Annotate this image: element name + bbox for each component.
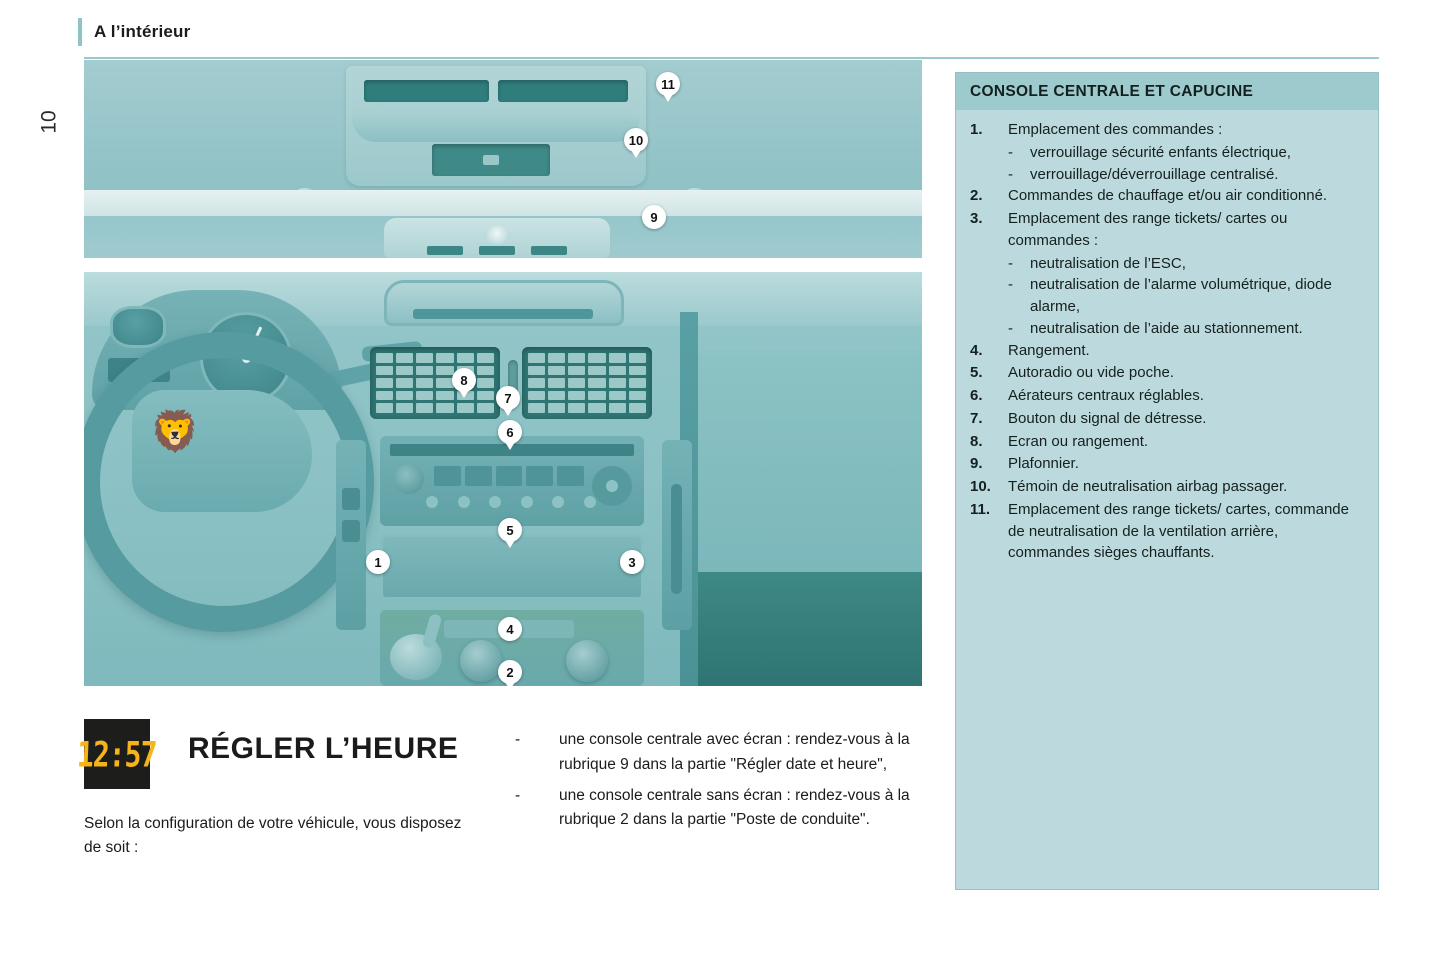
callout-5: 5 [498,518,522,542]
item-text: Autoradio ou vide poche. [1008,364,1174,382]
volume-knob-icon [394,464,424,494]
callout-7: 7 [496,386,520,410]
fan-speed-knob-icon [566,640,608,682]
page-header [78,18,190,46]
section-options-list [515,728,915,839]
item-number: 2. [970,187,983,205]
overhead-console-illustration [84,60,922,258]
item-number: 9. [970,455,983,473]
item-text: Rangement. [1008,341,1090,359]
console-screen-display [413,309,593,319]
item-text: Plafonnier. [1008,455,1079,473]
vent-left-icon [370,347,500,419]
sub-text: verrouillage/déverrouillage centralisé. [1030,165,1279,183]
right-storage-panel [662,440,692,630]
sub-text: verrouillage sécurité enfants électrique, [1030,143,1291,161]
headliner-band [84,190,922,216]
list-sub-item [970,318,1362,340]
sub-text: neutralisation de l’aide au stationnement. [1030,319,1303,337]
interior-illustration [84,60,922,686]
vent-right-icon [522,347,652,419]
list-item [970,499,1362,564]
option-item [515,784,915,834]
callout-4: 4 [498,617,522,641]
radio-presets [426,496,596,508]
temperature-knob-icon [460,640,502,682]
ceiling-lamp [384,218,610,258]
list-sub-item [970,164,1362,186]
right-storage-slot [671,484,682,594]
list-item [970,119,1362,141]
item-number: 4. [970,341,983,359]
lamp-switch-2 [479,246,515,255]
lamp-switches [427,246,567,255]
radio-buttons [434,466,584,486]
page-title: A l’intérieur [94,22,191,41]
peugeot-lion-icon: 🦁 [150,410,200,454]
lamp-switch-3 [531,246,567,255]
lamp-dome-icon [484,226,510,244]
callout-6: 6 [498,420,522,444]
sub-dash: - [1008,254,1013,272]
fuel-gauge-icon [110,306,166,348]
passenger-dashboard [696,350,922,590]
option-dash: - [515,786,521,804]
ticket-slot-left [364,80,489,102]
callout-3: 3 [620,550,644,574]
capucine-storage [346,66,646,186]
section-intro-text: Selon la configuration de votre véhicule, vous disposez de soit : [84,815,462,857]
callout-9: 9 [642,205,666,229]
list-item [970,408,1362,430]
list-item [970,385,1362,407]
option-dash: - [515,731,521,748]
item-number: 10. [970,478,991,495]
sub-dash: - [1008,276,1013,294]
list-sub-item [970,274,1362,318]
sub-text: neutralisation de l’ESC, [1030,254,1186,272]
ticket-slot-right [498,80,628,102]
list-item [970,362,1362,384]
radio-navpad-icon [592,466,632,506]
left-switch-2 [342,520,360,542]
lamp-switch-1 [427,246,463,255]
dashboard-illustration [84,272,922,686]
list-sub-item [970,253,1362,275]
item-text: Témoin de neutralisation airbag passager. [1008,478,1288,495]
page-number [30,92,70,152]
airbag-indicator-panel [432,144,550,176]
list-item [970,208,1362,252]
storage-lip [352,112,640,142]
list-item [970,185,1362,207]
left-switch-1 [342,488,360,510]
callout-10: 10 [624,128,648,152]
sub-dash: - [1008,143,1013,161]
item-text: Ecran ou rangement. [1008,432,1149,450]
callout-11: 11 [656,72,680,96]
sub-text: neutralisation de l’alarme volumétrique, diode alarme, [1030,276,1332,315]
item-number: 6. [970,387,983,404]
steering-wheel-hub [132,390,312,512]
item-text: Bouton du signal de détresse. [1008,409,1207,427]
option-item [515,728,915,778]
info-panel [955,72,1379,890]
header-divider [84,57,1379,59]
sub-dash: - [1008,165,1013,183]
clock-icon [76,719,158,789]
list-item [970,340,1362,362]
item-text: Emplacement des commandes : [1008,121,1223,138]
list-item [970,431,1362,453]
info-panel-list [956,110,1378,564]
item-text: Aérateurs centraux réglables. [1008,387,1204,404]
item-number: 5. [970,364,983,382]
item-number: 8. [970,432,983,450]
item-text: Commandes de chauffage et/ou air conditionné. [1008,187,1328,205]
section-title: RÉGLER L’HEURE [188,732,459,765]
item-text: Emplacement des range tickets/ cartes ou commandes : [1008,210,1288,249]
callout-8: 8 [452,368,476,392]
item-number: 11. [970,500,991,518]
item-number: 1. [970,121,983,138]
list-sub-item [970,142,1362,164]
console-screen [384,280,624,326]
glovebox-area [696,572,922,686]
item-number: 7. [970,409,983,427]
gear-lever-stick [422,613,443,649]
clock-time-display: 12:57 [76,733,158,775]
list-item [970,476,1362,498]
option-text: une console centrale avec écran : rendez-vous à la rubrique 9 dans la partie "Régler date et heure", [559,731,910,773]
item-text: Emplacement des range tickets/ cartes, commande de neutralisation de la ventilation arrière, commandes sièges chauffants. [1008,500,1349,562]
callout-2: 2 [498,660,522,684]
list-item [970,453,1362,475]
info-panel-heading: CONSOLE CENTRALE ET CAPUCINE [956,73,1378,110]
header-accent-bar [78,18,82,46]
page-number-label: 10 [37,110,61,134]
item-number: 3. [970,210,983,227]
callout-1: 1 [366,550,390,574]
option-text: une console centrale sans écran : rendez-vous à la rubrique 2 dans la partie "Poste de conduite". [559,786,910,829]
sub-dash: - [1008,319,1013,337]
